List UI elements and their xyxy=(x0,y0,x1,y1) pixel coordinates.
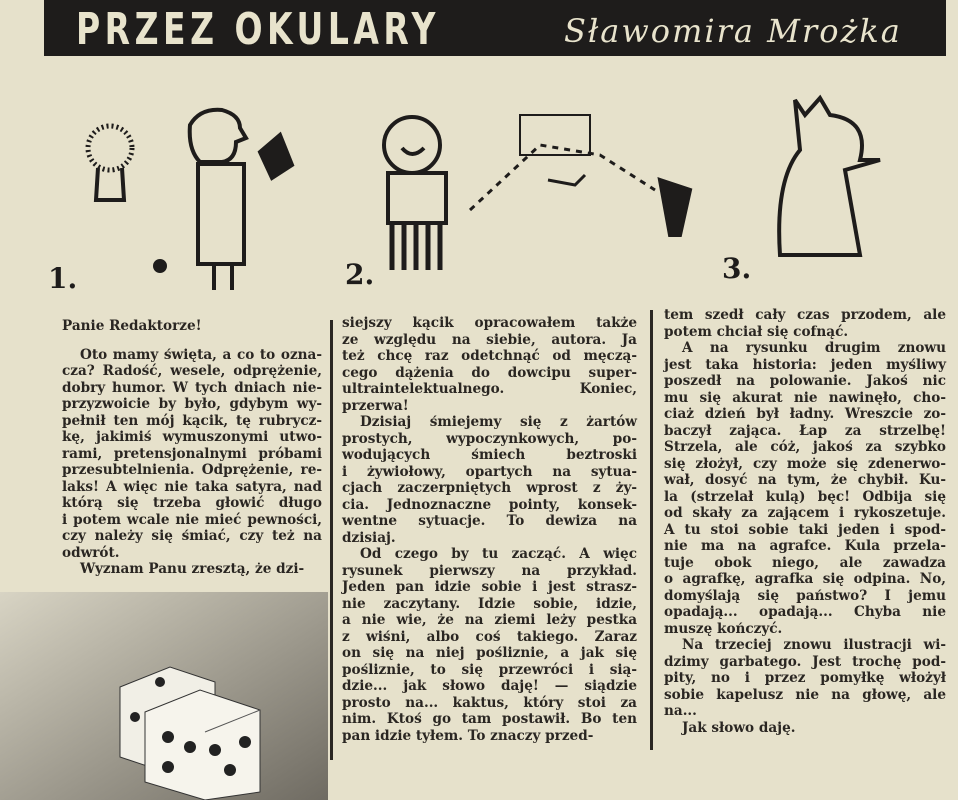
text-line: Jak słowo daję. xyxy=(682,719,796,736)
text-line: dzisiaj. xyxy=(342,529,396,546)
text-line: poszedł na polowanie. Jakoś nic xyxy=(664,373,946,389)
author-signature: Sławomira Mrożka xyxy=(564,12,902,50)
text-line: domyślają się państwo? I jemu xyxy=(664,587,946,604)
hunter-drawing xyxy=(660,180,690,235)
text-line: pity, no i przez pomyłkę włożył xyxy=(664,670,946,686)
paragraph xyxy=(664,307,946,340)
text-line: od skały za zającem i rykoszetuje. xyxy=(664,505,946,521)
cartoon-illustrations xyxy=(0,60,958,300)
figure-label-2: 2. xyxy=(345,258,375,291)
text-line: rami, pretensjonalnymi próbami xyxy=(62,445,322,462)
cherry-pit xyxy=(155,261,165,271)
paragraph xyxy=(664,720,946,737)
text-line: odwrót. xyxy=(62,544,120,561)
text-line: opadają... opadają... Chyba nie xyxy=(664,604,946,620)
text-line: cjach zaczerpniętych wprost z ży- xyxy=(342,480,637,496)
text-line: ultraintelektualnego. Koniec, xyxy=(342,381,637,397)
text-line: i żywiołowy, opartych na sytua- xyxy=(342,463,637,480)
figure-label-1: 1. xyxy=(48,262,78,295)
text-line: tem szedł cały czas przodem, ale xyxy=(664,307,946,323)
text-line: pełnił ten mój kącik, tę rubrycz- xyxy=(62,412,322,429)
article-column-2 xyxy=(342,315,637,744)
text-line: prosto na... kaktus, który stoi za xyxy=(342,694,637,711)
text-line: którą się trzeba głowić długo xyxy=(62,495,322,511)
text-line: Od czego by tu zacząć. A więc xyxy=(360,546,637,562)
text-line: czy należy się śmiać, czy też na xyxy=(62,528,322,544)
text-line: Strzela, ale cóż, jakoś za szybko xyxy=(664,439,946,455)
text-line: sobie kapelusz nie na głowę, ale xyxy=(664,686,946,703)
text-line: nie ma na agrafce. Kula przela- xyxy=(664,538,946,554)
text-line: dzie... jak słowo daję! — siądzie xyxy=(342,678,637,694)
text-line: ze względu na siebie, autora. Ja xyxy=(342,331,637,348)
text-line: Jeden pan idzie sobie i jest strasz- xyxy=(342,579,637,595)
die-front xyxy=(145,690,260,800)
text-line: jest taka historia: jeden myśliwy xyxy=(664,356,946,373)
hunchback-drawing xyxy=(779,98,880,255)
text-line: na... xyxy=(664,703,697,719)
column-divider xyxy=(330,320,333,760)
text-line: muszę kończyć. xyxy=(664,620,783,637)
dice-photo xyxy=(0,592,328,800)
text-line: Wyznam Panu zresztą, że dzi- xyxy=(80,561,305,577)
text-line: cza? Radość, wesele, odprężenie, xyxy=(62,363,322,379)
paragraph xyxy=(62,561,322,578)
article-column-3 xyxy=(664,307,946,736)
text-line: Dzisiaj śmiejemy się z żartów xyxy=(360,414,637,430)
text-line: tuje obok niego, ale zawadza xyxy=(664,554,946,571)
text-line: przyzwoicie by było, gdybym wy- xyxy=(62,396,322,412)
text-line: cego dążenia do dowcipu super- xyxy=(342,364,637,381)
text-line: cia. Jednoznaczne pointy, konsek- xyxy=(342,496,637,513)
text-line: on się na niej pośliznie, a jak się xyxy=(342,645,637,661)
paragraph xyxy=(664,637,946,720)
text-line: dobry humor. W tych dniach nie- xyxy=(62,379,322,396)
header-banner xyxy=(44,0,946,56)
text-line: nim. Ktoś go tam postawił. Bo ten xyxy=(342,711,637,727)
text-line: Na trzeciej znowu ilustracji wi- xyxy=(682,637,946,653)
article-column-1 xyxy=(62,318,322,578)
text-line: przesubtelnienia. Odprężenie, re- xyxy=(62,462,322,478)
text-line: też chcę raz odetchnąć od męczą- xyxy=(342,348,637,364)
column-title: PRZEZ OKULARY xyxy=(76,4,440,55)
text-line: przerwa! xyxy=(342,397,409,414)
text-line: Oto mamy święta, a co to ozna- xyxy=(80,346,322,363)
text-line: się złożył, czy może się zdenerwo- xyxy=(664,455,946,472)
text-line: ciaż dzień był ładny. Wreszcie zo- xyxy=(664,406,946,422)
cactus-drawing xyxy=(88,126,132,200)
text-line: dzimy garbatego. Jest trochę pod- xyxy=(664,653,946,670)
text-line: A na rysunku drugim znowu xyxy=(682,340,946,356)
text-line: rysunek pierwszy na przykład. xyxy=(342,562,637,579)
paragraph xyxy=(342,414,637,546)
paragraph xyxy=(664,340,946,637)
text-line: siejszy kącik opracowałem także xyxy=(342,315,637,331)
text-line: wał, dosyć na tym, że chybił. Ku- xyxy=(664,472,946,488)
hare-drawing xyxy=(548,175,585,185)
text-line: nie zaczytany. Idzie sobie, idzie, xyxy=(342,595,637,612)
text-line: kę, jakimiś wymuszonymi utwo- xyxy=(62,429,322,445)
figure-label-3: 3. xyxy=(722,252,752,285)
text-line: pośliznie, to się przewróci i sią- xyxy=(342,661,637,678)
text-line: potem chciał się cofnąć. xyxy=(664,323,849,340)
text-line: laks! A więc nie taka satyra, nad xyxy=(62,478,322,495)
paragraph xyxy=(342,546,637,744)
paragraph xyxy=(342,315,637,414)
text-line: mu się akurat nie nawinęło, cho- xyxy=(664,389,946,406)
text-line: baczył zająca. Łap za strzelbę! xyxy=(664,422,946,439)
text-line: wentne sytuacje. To dewiza na xyxy=(342,513,637,529)
pantsless-man-drawing xyxy=(384,117,446,270)
reading-man-drawing xyxy=(190,110,292,290)
text-line: z wiśni, albo coś takiego. Zaraz xyxy=(342,628,637,645)
text-line: i potem wcale nie mieć pewności, xyxy=(62,511,322,528)
paragraph xyxy=(62,347,322,562)
text-line: o agrafkę, agrafka się odpina. No, xyxy=(664,571,946,587)
text-line: a nie wie, że na ziemi leży pestka xyxy=(342,612,637,628)
text-line: A tu stoi sobie taki jeden i spod- xyxy=(664,521,946,538)
text-line: prostych, wypoczynkowych, po- xyxy=(342,430,637,447)
text-line: wodujących śmiech beztroski xyxy=(342,447,637,463)
text-line: la (strzelał kulą) bęc! Odbija się xyxy=(664,488,946,505)
salutation: Panie Redaktorze! xyxy=(62,318,202,334)
column-divider xyxy=(650,310,653,750)
text-line: pan idzie tyłem. To znaczy przed- xyxy=(342,727,594,744)
